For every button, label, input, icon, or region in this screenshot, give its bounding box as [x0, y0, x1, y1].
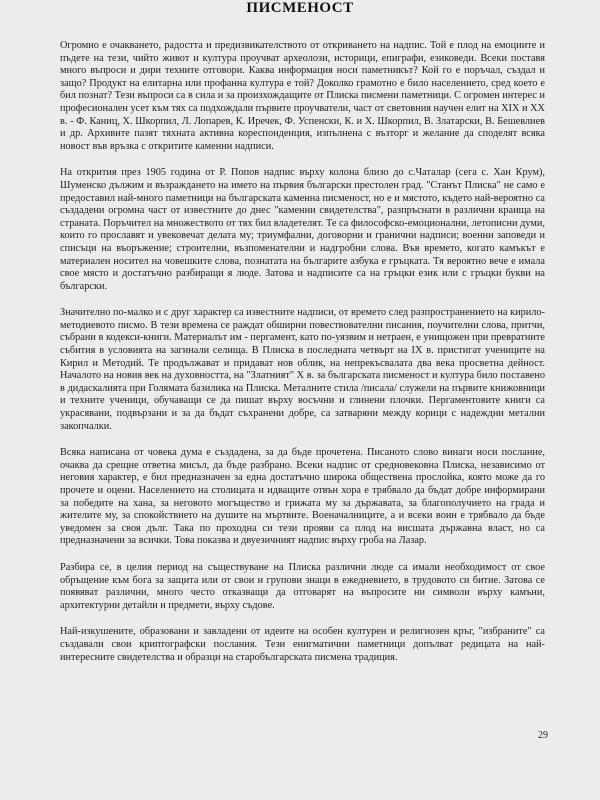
paragraph-pliska-discovery: На открития през 1905 година от Р. Попов надпис върху колона близо до с.Чаталар (сега с. Хан Крум), Шуменско дължим и възраждането на името на първия български престолен град. "Станът Плиска" не само е предоставил най-много паметници на българската каменна писменост, но е и мястото, където най-вероятно са създадени огромна част от известните до днес "каменни свидетелства", разпръснати в различни краища на страната. Поръчител на множеството от тях бил владетелят. Те са философско-емоционални, летописни думи, които го прославят и увековечат делата му; триумфални, договорни и гранични надписи; военни заповеди и списъци на въоръжение; строителни, възпоменателни и надгробни слова. Във времето, когато камъкът е материален носител на човешките слова, познатата на българите азбука е гръцката. Тя вероятно вече е имала свое място и достатъчно разбиращи я люде. Затова и надписите са на гръцки език или с гръцки букви на български. [60, 167, 545, 292]
body-text [60, 40, 545, 678]
page-title: ПИСМЕНОСТ [246, 0, 354, 16]
page-number: 29 [538, 730, 548, 741]
paragraph-cryptography: Най-изкушените, образовани и завладени от идеите на особен културен и религиозен кръг, "избраните" са създавали свои криптографски послания. Тези енигматични паметници допълват редицата на най-интересните свидетелства и образци на старобългарската писмена традиция. [60, 626, 545, 663]
paragraph-intro: Огромно е очакването, радостта и предизвикателството от откриването на надпис. Той е плод на емоциите и пъдете на тези, чийто живот и култура проучват археолози, историци, епиграфи, езиковеди. Всеки поставя много въпроси и дири техните отговори. Каква информация носи паметникът? Кой го е поръчал, създал и защо? Продукт на елитарна или профанна култура е той? Доколко грамотно е било населението, сред което е бил познат? Тези въпроси са в сила и за произхождащите от Плиска писмени паметници. С огромен интерес и професионален усет към тях са подхождали първите проучватели, част от световния научен елит на XIX и XX в. - Ф. Каниц, Х. Шкорпил, Л. Лопарев, К. Иречек, Ф. Успенски, К. и Х. Шкорпил, В. Златарски, В. Бешевлиев и др. Архивите пазят тяхната активна кореспонденция, изпълнена с възторг и желание да споделят всяка новост във връзка с откритите каменни надписи. [60, 40, 545, 152]
paragraph-symbols: Разбира се, в целия период на съществуване на Плиска различни люде са имали необходимост от свое обръщение към бога за защита или от свои и групови знаци в ежедневието, в трудовото си битие. Затова се появяват различни, много често отказващи да отговарят на въпросите ни символи върху камъни, архитектурни детайли и предмети, върху съдове. [60, 561, 545, 611]
paragraph-written-word: Всяка написана от човека дума е създадена, за да бъде прочетена. Писаното слово винаги носи послание, очаква да срещне ответна мисъл, да бъде разбрано. Всеки надпис от средновековна Плиска, независимо от неговия характер, е бил предназначен за една достатъчно широка обществена прослойка, която може да го прочете и оцени. Населението на столицата и идващите отвън хора е трябвало да бъдат добре информирани за победите на хана, за неговото могъщество и грижата му за държавата, за благополучието на града и жителите му, за спокойствието на душите на мъртвите. Военачалниците, а и всеки воин е трябвало да бъде уведомен за своя дълг. Така по проходна си тези прояви са плод на висшата държавна власт, но са предназначени за всички. Това показва и двуезичният надпис върху гроба на Лазар. [60, 447, 545, 547]
paragraph-cyrillo-methodian: Значително по-малко и с друг характер са известните надписи, от времето след разпространението на кирило-методиевото писмо. В тези времена се раждат обширни повествователни писания, поучителни слова, притчи, събрани в кодекси-книги. Материалът им - пергамент, като по-уязвим и нетраен, е унищожен при превратните събития в условията на загинали селища. В Плиска в последната четвърт на IX в. пристигат учениците на Кирил и Методий. Те продължават и придават нов облик, на непрекъсвалата два века просветна дейност. Началото на новия век на духовността, на "Златният" Х в. за българската писменост и култура било поставено в дидаскалията при Голямата базилика на Плиска. Металните стила /писала/ служели на първите книжовници и техните ученици, обучаващи се да пишат върху восъчни и глинени плочки. Пергаментовите книги са украсявани, подвързани и за да бъдат съхранени добре, са затваряни между корици с надеждни метални закопчалки. [60, 307, 545, 432]
